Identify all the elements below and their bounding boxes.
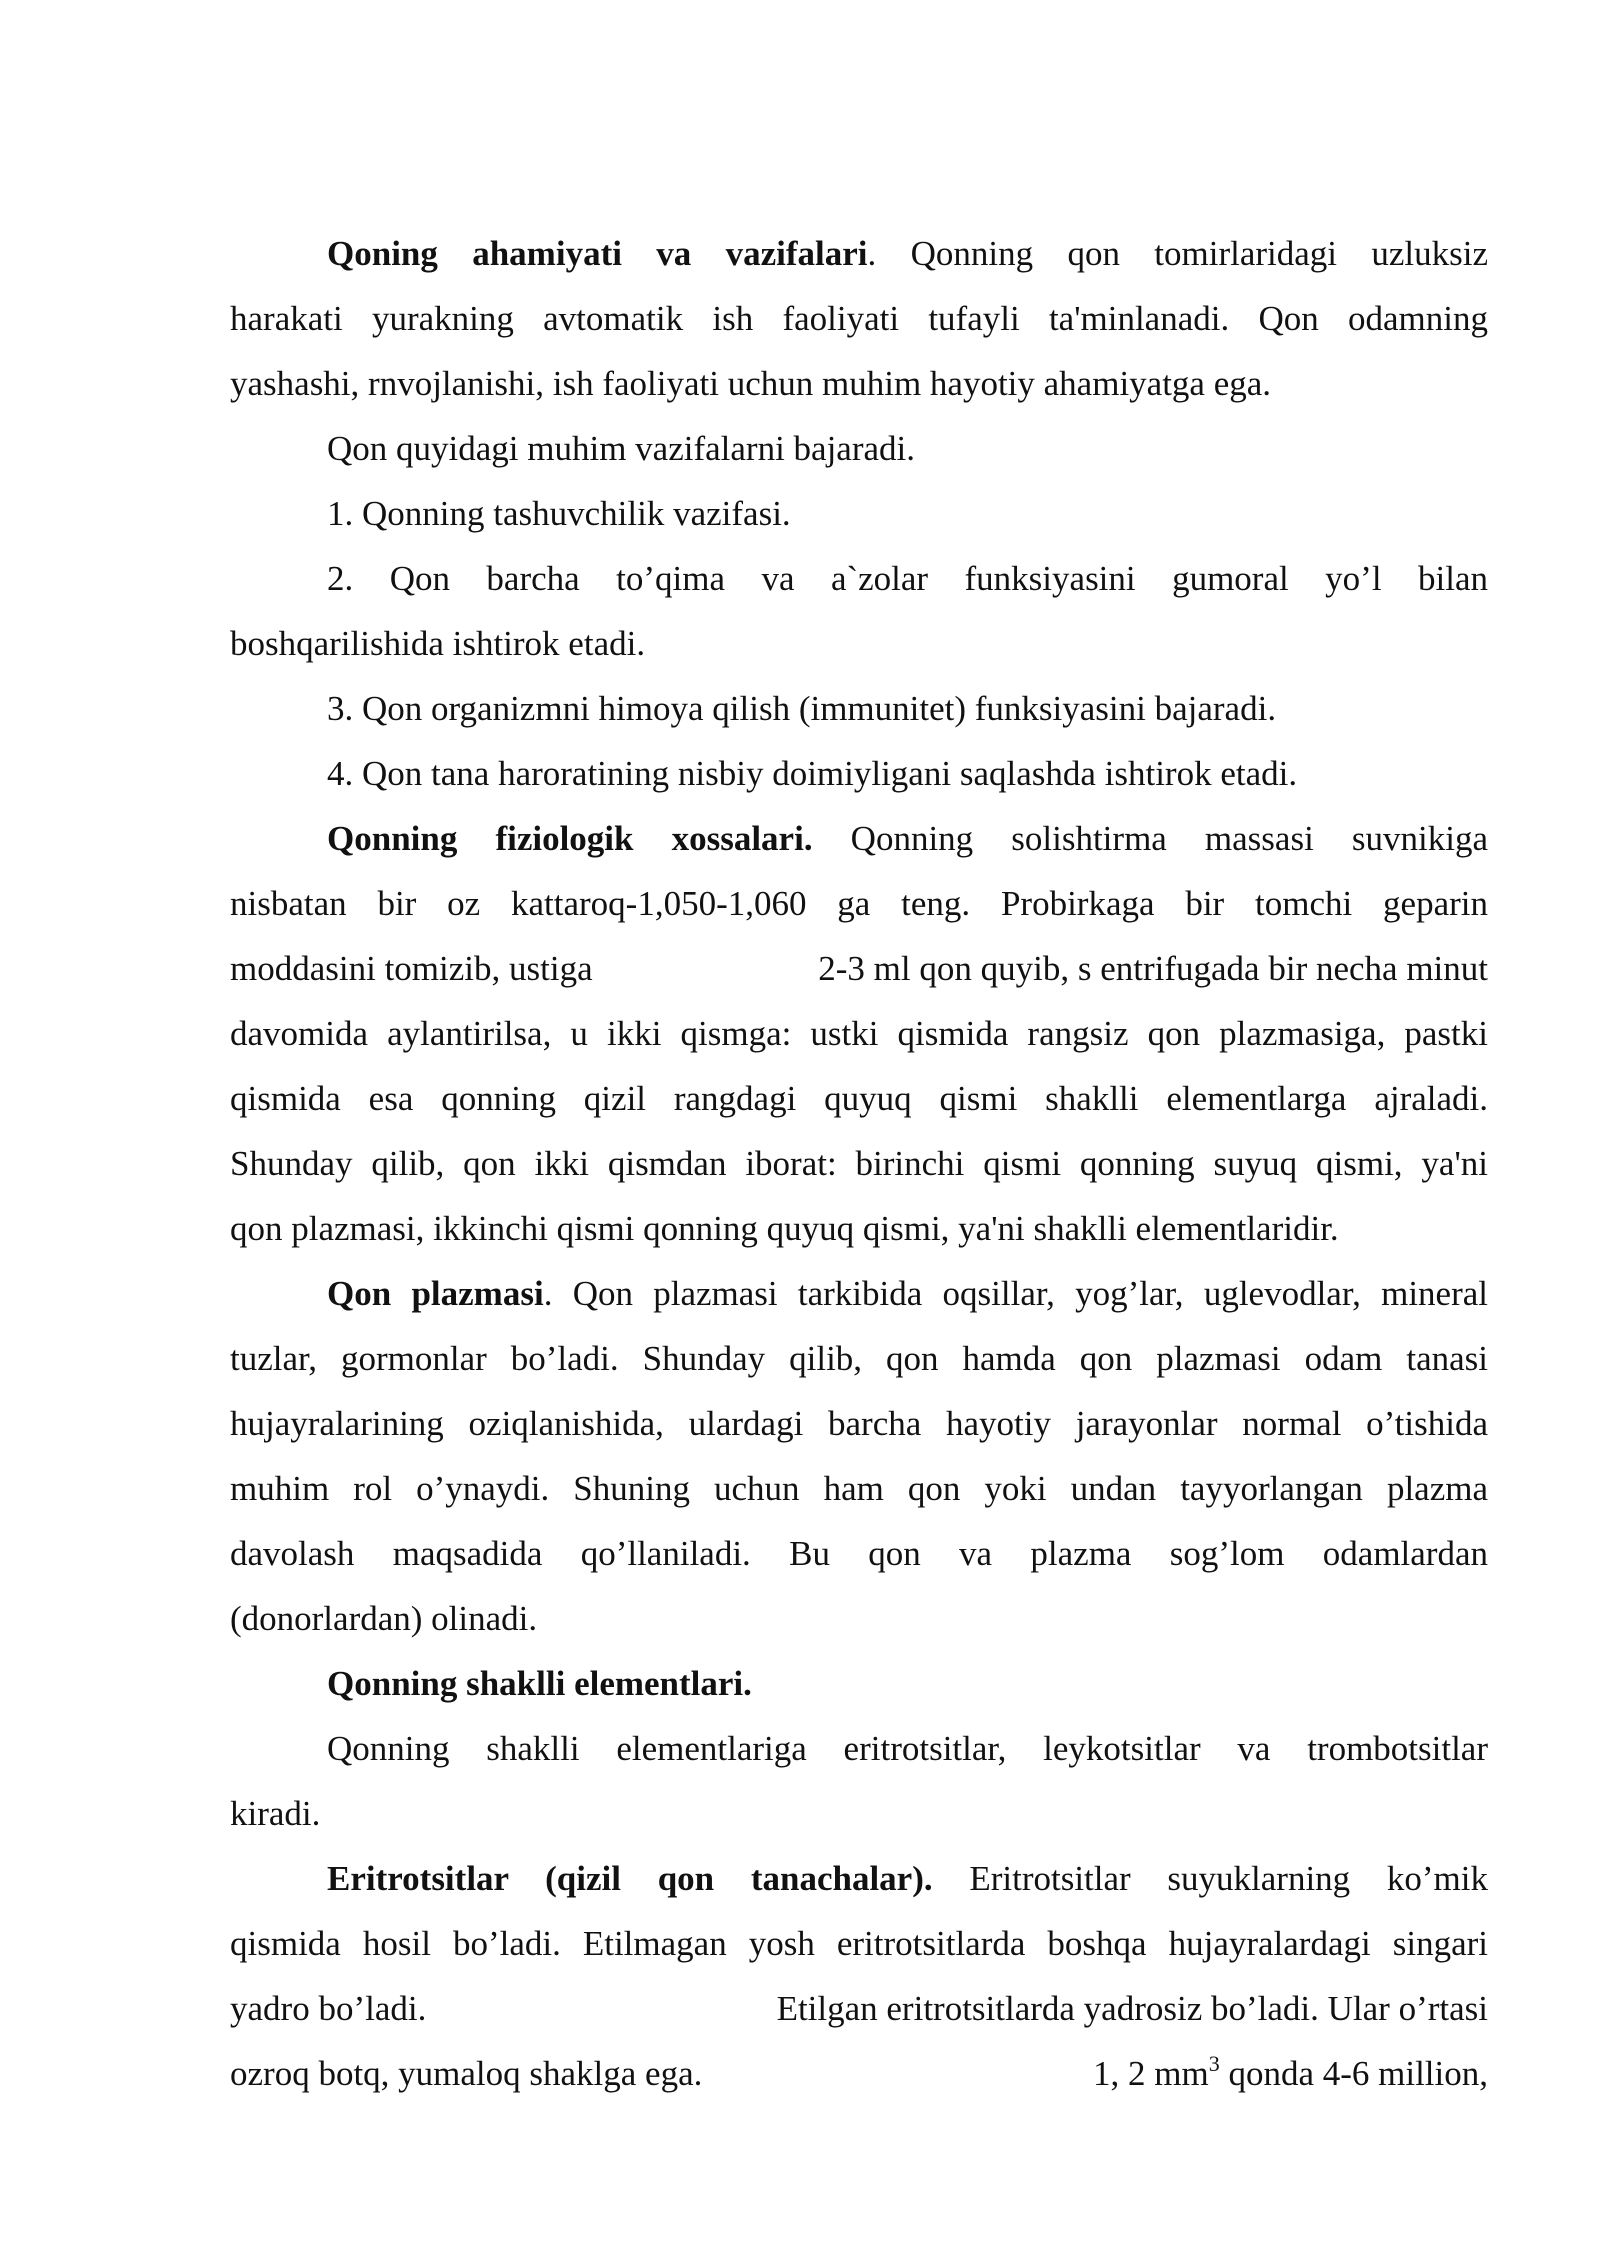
paragraph-line xyxy=(230,226,1488,291)
list-item-continuation: boshqarilishida ishtirok etadi. xyxy=(230,624,646,663)
document-body xyxy=(230,226,1488,2111)
list-item: 4. Qon tana haroratining nisbiy doimiyligani saqlashda ishtirok etadi. xyxy=(327,754,1298,793)
paragraph-line: muhim rol o’ynaydi. Shuning uchun ham qon yoki undan tayyorlangan plazma xyxy=(230,1469,1488,1508)
paragraph-text: . Qon plazmasi tarkibida oqsillar, yog’lar, uglevodlar, mineral xyxy=(543,1274,1488,1313)
paragraph-line xyxy=(230,1266,1488,1331)
section-heading: Qoning ahamiyati va vazifalari xyxy=(327,234,868,273)
paragraph-text: ozroq botq, yumaloq shaklga ega. xyxy=(230,2054,703,2093)
paragraph-line xyxy=(230,811,1488,876)
section-heading: Qon plazmasi xyxy=(327,1274,544,1313)
paragraph-line: harakati yurakning avtomatik ish faoliyati tufayli ta'minlanadi. Qon odamning xyxy=(230,299,1488,338)
section-heading: Eritrotsitlar (qizil qon tanachalar). xyxy=(327,1859,933,1898)
section-heading: Qonning shaklli elementlari. xyxy=(327,1664,752,1703)
paragraph-line: davomida aylantirilsa, u ikki qismga: ustki qismida rangsiz qon plazmasiga, pastki xyxy=(230,1014,1488,1053)
paragraph-line xyxy=(230,2046,1488,2111)
paragraph-line: Qon quyidagi muhim vazifalarni bajaradi. xyxy=(327,429,916,468)
list-item: 2. Qon barcha to’qima va a`zolar funksiyasini gumoral yo’l bilan xyxy=(327,559,1488,598)
paragraph-line xyxy=(230,1981,1488,2046)
paragraph-line: Shunday qilib, qon ikki qismdan iborat: birinchi qismi qonning suyuq qismi, ya'ni xyxy=(230,1144,1488,1183)
paragraph-line: hujayralarining oziqlanishida, ulardagi barcha hayotiy jarayonlar normal o’tishida xyxy=(230,1404,1488,1443)
paragraph-text: Qonning solishtirma massasi suvnikiga xyxy=(812,819,1488,858)
paragraph-line: tuzlar, gormonlar bo’ladi. Shunday qilib, qon hamda qon plazmasi odam tanasi xyxy=(230,1339,1488,1378)
paragraph-text: . Qonning qon tomirlaridagi uzluksiz xyxy=(867,234,1489,273)
paragraph-line: kiradi. xyxy=(230,1794,321,1833)
paragraph-line: Qonning shaklli elementlariga eritrotsitlar, leykotsitlar va trombotsitlar xyxy=(327,1729,1488,1768)
paragraph-line: davolash maqsadida qo’llaniladi. Bu qon va plazma sog’lom odamlardan xyxy=(230,1534,1488,1573)
paragraph-line: (donorlardan) olinadi. xyxy=(230,1599,538,1638)
paragraph-line: qismida esa qonning qizil rangdagi quyuq qismi shaklli elementlarga ajraladi. xyxy=(230,1079,1488,1118)
list-item: 1. Qonning tashuvchilik vazifasi. xyxy=(327,494,791,533)
paragraph-line xyxy=(230,941,1488,1006)
paragraph-text: Eritrotsitlar suyuklarning ko’mik xyxy=(932,1859,1488,1898)
paragraph-line xyxy=(230,1851,1488,1916)
paragraph-text-with-superscript xyxy=(1093,2046,1488,2111)
paragraph-line: nisbatan bir oz kattaroq-1,050-1,060 ga teng. Probirkaga bir tomchi geparin xyxy=(230,884,1488,923)
paragraph-text: 2-3 ml qon quyib, s entrifugada bir necha minut xyxy=(818,949,1488,988)
paragraph-line xyxy=(230,1656,1488,1721)
paragraph-text: moddasini tomizib, ustiga xyxy=(230,949,593,988)
paragraph-line: qon plazmasi, ikkinchi qismi qonning quyuq qismi, ya'ni shaklli elementlaridir. xyxy=(230,1209,1339,1248)
superscript: 3 xyxy=(1208,2051,1220,2076)
section-heading: Qonning fiziologik xossalari. xyxy=(327,819,813,858)
paragraph-text: Etilgan eritrotsitlarda yadrosiz bo’ladi. Ular o’rtasi xyxy=(776,1989,1488,2028)
paragraph-line: yashashi, rnvojlanishi, ish faoliyati uchun muhim hayotiy ahamiyatga ega. xyxy=(230,364,1272,403)
paragraph-text: yadro bo’ladi. xyxy=(230,1989,427,2028)
paragraph-line: qismida hosil bo’ladi. Etilmagan yosh eritrotsitlarda boshqa hujayralardagi singari xyxy=(230,1924,1488,1963)
list-item: 3. Qon organizmni himoya qilish (immunitet) funksiyasini bajaradi. xyxy=(327,689,1277,728)
paragraph-text: qonda 4-6 million, xyxy=(1219,2054,1488,2093)
paragraph-text: 1, 2 mm xyxy=(1092,2054,1209,2093)
